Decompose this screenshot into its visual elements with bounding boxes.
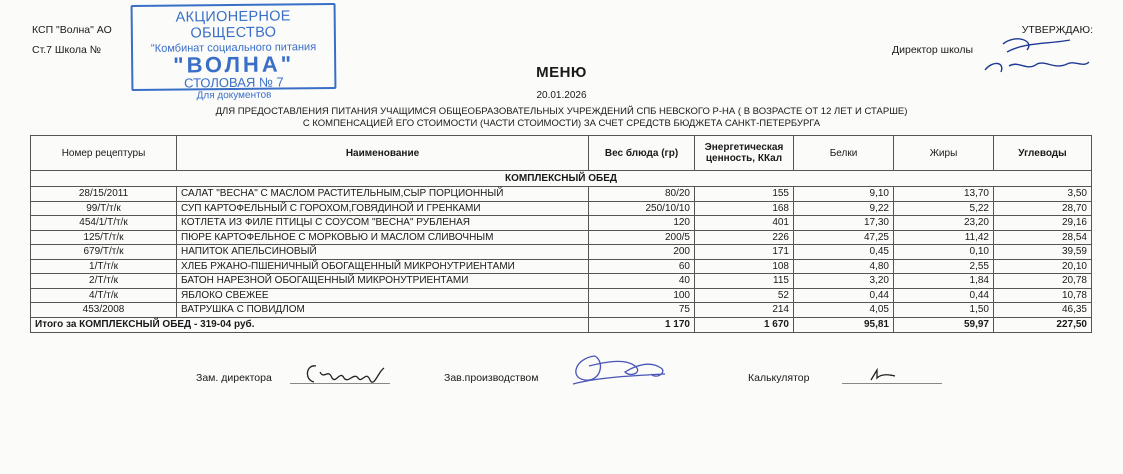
row-carbs: 20,10 xyxy=(994,259,1092,274)
row-name: БАТОН НАРЕЗНОЙ ОБОГАЩЕННЫЙ МИКРОНУТРИЕНТАМИ xyxy=(177,274,589,289)
table-row xyxy=(31,303,1092,318)
row-protein: 9,22 xyxy=(794,201,894,216)
row-fat: 11,42 xyxy=(894,230,994,245)
row-energy: 171 xyxy=(695,245,794,260)
col-header-code: Номер рецептуры xyxy=(31,136,177,171)
row-energy: 226 xyxy=(695,230,794,245)
col-header-energy: Энергетическая ценность, ККал xyxy=(695,136,794,171)
document-date: 20.01.2026 xyxy=(536,90,587,101)
row-carbs: 28,70 xyxy=(994,201,1092,216)
school-label: Ст.7 Школа № xyxy=(32,44,101,56)
row-name: ВАТРУШКА С ПОВИДЛОМ xyxy=(177,303,589,318)
col-header-protein: Белки xyxy=(794,136,894,171)
row-weight: 100 xyxy=(589,288,695,303)
row-energy: 168 xyxy=(695,201,794,216)
section-title: КОМПЛЕКСНЫЙ ОБЕД xyxy=(31,171,1092,187)
row-fat: 1,84 xyxy=(894,274,994,289)
stamp-line-4: СТОЛОВАЯ № 7 xyxy=(183,74,284,91)
row-name: КОТЛЕТА ИЗ ФИЛЕ ПТИЦЫ С СОУСОМ "ВЕСНА" РУБЛЕНАЯ xyxy=(177,216,589,231)
row-code: 4/Т/т/к xyxy=(31,288,177,303)
description-line-2: С КОМПЕНСАЦИЕЙ ЕГО СТОИМОСТИ (ЧАСТИ СТОИМОСТИ) ЗА СЧЕТ СРЕДСТВ БЮДЖЕТА САНКТ-ПЕТЕРБУРГА xyxy=(302,118,821,129)
row-weight: 200/5 xyxy=(589,230,695,245)
row-energy: 115 xyxy=(695,274,794,289)
total-fat: 59,97 xyxy=(894,317,994,332)
col-header-weight: Вес блюда (гр) xyxy=(589,136,695,171)
row-code: 679/Т/т/к xyxy=(31,245,177,260)
description-line-1: ДЛЯ ПРЕДОСТАВЛЕНИЯ ПИТАНИЯ УЧАЩИМСЯ ОБЩЕОБРАЗОВАТЕЛЬНЫХ УЧРЕЖДЕНИЙ СПБ НЕВСКОГО Р-НА ( В ВОЗРАСТЕ ОТ 12 ЛЕТ И СТАРШЕ) xyxy=(215,106,908,117)
row-weight: 75 xyxy=(589,303,695,318)
row-name: ЯБЛОКО СВЕЖЕЕ xyxy=(177,288,589,303)
row-carbs: 20,78 xyxy=(994,274,1092,289)
row-name: СУП КАРТОФЕЛЬНЫЙ С ГОРОХОМ,ГОВЯДИНОЙ И ГРЕНКАМИ xyxy=(177,201,589,216)
organization-name: КСП "Волна" АО xyxy=(32,24,112,36)
col-header-name: Наименование xyxy=(177,136,589,171)
stamp-line-1: АКЦИОНЕРНОЕ ОБЩЕСТВО xyxy=(175,8,291,42)
deputy-director-label: Зам. директора xyxy=(196,372,272,384)
total-energy: 1 670 xyxy=(695,317,794,332)
row-energy: 52 xyxy=(695,288,794,303)
table-row xyxy=(31,230,1092,245)
row-code: 2/Т/т/к xyxy=(31,274,177,289)
row-fat: 0,44 xyxy=(894,288,994,303)
production-manager-label: Зав.производством xyxy=(444,372,539,384)
row-weight: 200 xyxy=(589,245,695,260)
total-row xyxy=(31,317,1092,332)
row-weight: 40 xyxy=(589,274,695,289)
row-fat: 2,55 xyxy=(894,259,994,274)
director-label: Директор школы xyxy=(892,44,974,56)
row-energy: 214 xyxy=(695,303,794,318)
row-fat: 1,50 xyxy=(894,303,994,318)
row-code: 125/Т/т/к xyxy=(31,230,177,245)
row-carbs: 28,54 xyxy=(994,230,1092,245)
row-energy: 155 xyxy=(695,187,794,202)
table-row xyxy=(31,187,1092,202)
row-name: НАПИТОК АПЕЛЬСИНОВЫЙ xyxy=(177,245,589,260)
stamp-line-2: "Комбинат социального питания xyxy=(150,41,317,55)
row-protein: 9,10 xyxy=(794,187,894,202)
row-weight: 60 xyxy=(589,259,695,274)
production-manager-signature xyxy=(565,348,675,390)
table-header-row xyxy=(31,136,1092,171)
approve-label: УТВЕРЖДАЮ: xyxy=(1021,24,1093,36)
row-code: 453/2008 xyxy=(31,303,177,318)
row-code: 99/Т/т/к xyxy=(31,201,177,216)
col-header-fat: Жиры xyxy=(894,136,994,171)
row-protein: 4,05 xyxy=(794,303,894,318)
deputy-signature xyxy=(300,358,390,390)
row-carbs: 29,16 xyxy=(994,216,1092,231)
document-title: МЕНЮ xyxy=(536,64,587,81)
table-row xyxy=(31,288,1092,303)
row-name: САЛАТ "ВЕСНА" С МАСЛОМ РАСТИТЕЛЬНЫМ,СЫР ПОРЦИОННЫЙ xyxy=(177,187,589,202)
row-name: ПЮРЕ КАРТОФЕЛЬНОЕ С МОРКОВЬЮ И МАСЛОМ СЛИВОЧНЫМ xyxy=(177,230,589,245)
total-weight: 1 170 xyxy=(589,317,695,332)
row-weight: 120 xyxy=(589,216,695,231)
row-code: 454/1/Т/т/к xyxy=(31,216,177,231)
stamp-line-3: "ВОЛНА" xyxy=(173,51,295,78)
row-carbs: 3,50 xyxy=(994,187,1092,202)
row-code: 1/Т/т/к xyxy=(31,259,177,274)
row-protein: 4,80 xyxy=(794,259,894,274)
row-weight: 80/20 xyxy=(589,187,695,202)
section-row xyxy=(31,171,1092,187)
row-fat: 23,20 xyxy=(894,216,994,231)
row-fat: 5,22 xyxy=(894,201,994,216)
row-fat: 0,10 xyxy=(894,245,994,260)
row-energy: 108 xyxy=(695,259,794,274)
row-protein: 0,44 xyxy=(794,288,894,303)
calculator-signature xyxy=(865,366,905,384)
row-weight: 250/10/10 xyxy=(589,201,695,216)
total-label: Итого за КОМПЛЕКСНЫЙ ОБЕД - 319-04 руб. xyxy=(31,317,589,332)
calculator-label: Калькулятор xyxy=(748,372,810,384)
stamp-line-5: Для документов xyxy=(196,89,272,102)
row-carbs: 39,59 xyxy=(994,245,1092,260)
row-energy: 401 xyxy=(695,216,794,231)
table-row xyxy=(31,201,1092,216)
table-row xyxy=(31,259,1092,274)
table-row xyxy=(31,216,1092,231)
table-row xyxy=(31,245,1092,260)
table-row xyxy=(31,274,1092,289)
row-protein: 3,20 xyxy=(794,274,894,289)
row-carbs: 10,78 xyxy=(994,288,1092,303)
row-fat: 13,70 xyxy=(894,187,994,202)
row-protein: 0,45 xyxy=(794,245,894,260)
row-protein: 17,30 xyxy=(794,216,894,231)
col-header-carbs: Углеводы xyxy=(994,136,1092,171)
total-carbs: 227,50 xyxy=(994,317,1092,332)
row-code: 28/15/2011 xyxy=(31,187,177,202)
total-protein: 95,81 xyxy=(794,317,894,332)
menu-table xyxy=(30,135,1092,333)
row-carbs: 46,35 xyxy=(994,303,1092,318)
row-name: ХЛЕБ РЖАНО-ПШЕНИЧНЫЙ ОБОГАЩЕННЫЙ МИКРОНУТРИЕНТАМИ xyxy=(177,259,589,274)
row-protein: 47,25 xyxy=(794,230,894,245)
